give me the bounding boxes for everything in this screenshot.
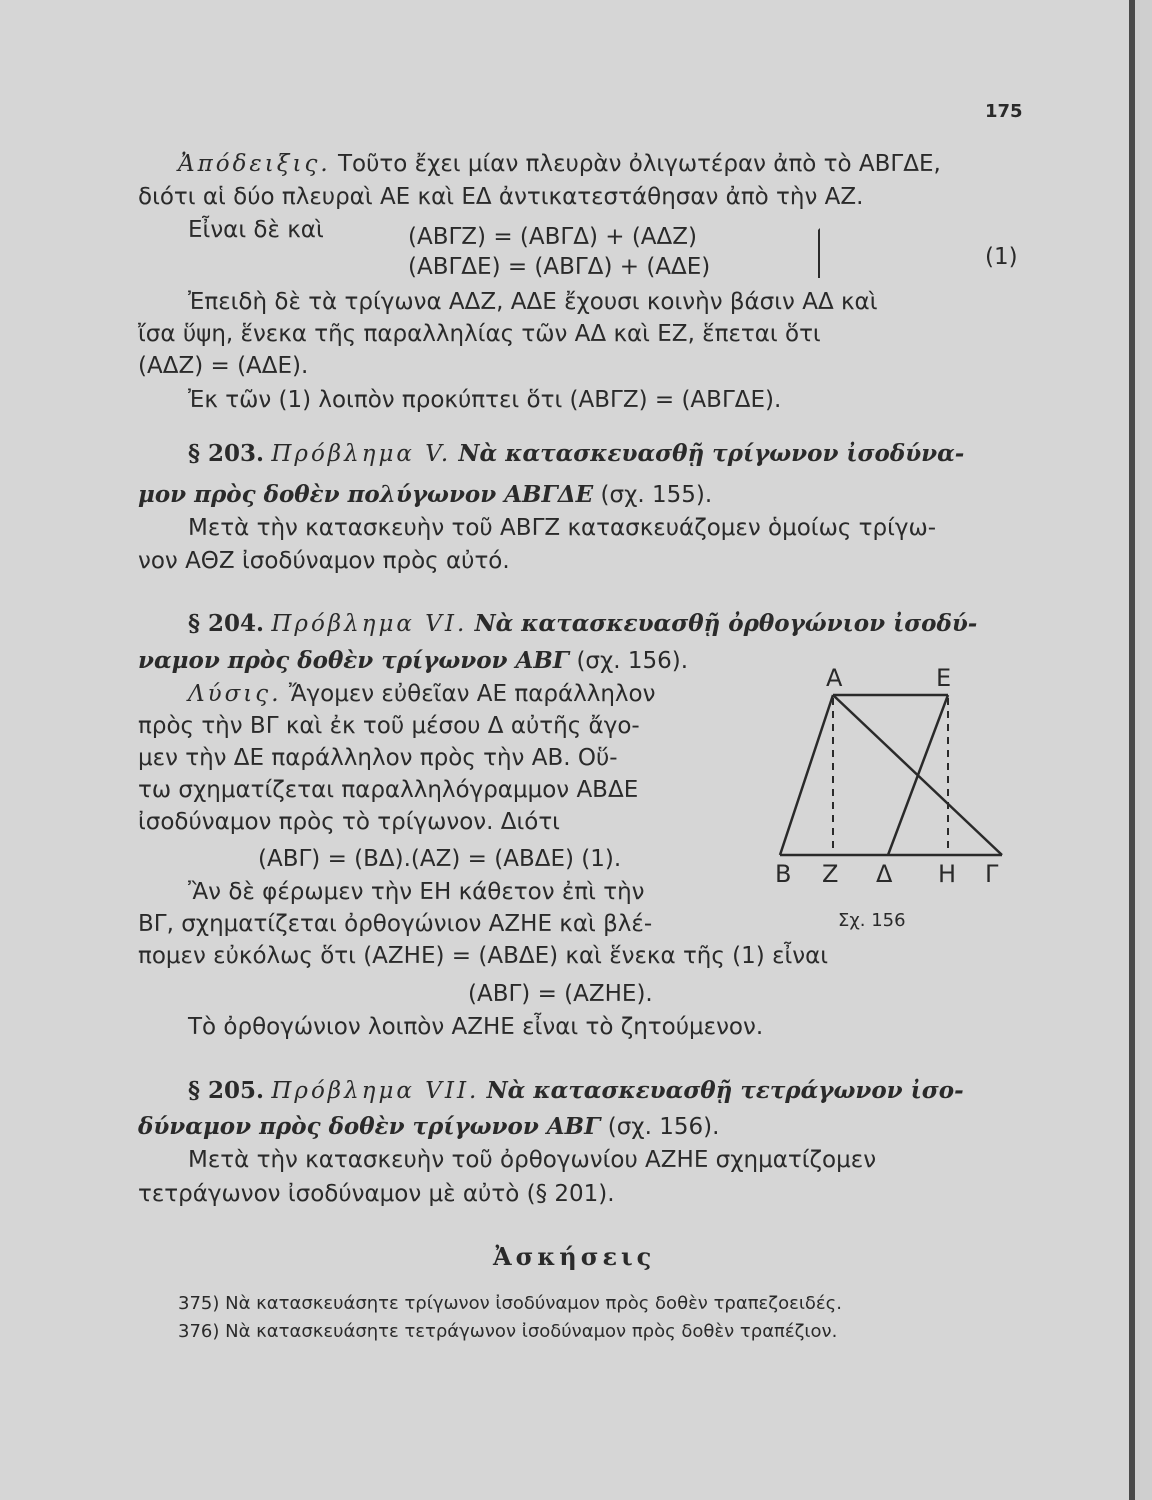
section-204-line-5: ἰσοδύναμον πρὸς τὸ τρίγωνον. Διότι (138, 809, 560, 835)
section-204-equation-2: (ΑΒΓ) = (ΑΖΗΕ). (468, 981, 653, 1007)
section-205-title-2: δύναμον πρὸς δοθὲν τρίγωνον ΑΒΓ (138, 1113, 601, 1140)
section-204-title-2: ναμον πρὸς δοθὲν τρίγωνον ΑΒΓ (138, 647, 570, 674)
section-204-solution-line-1 (188, 680, 655, 708)
section-204-heading (188, 610, 977, 638)
equation-intro: Εἶναι δὲ καὶ (188, 217, 324, 243)
section-204-line-6: Ἂν δὲ φέρωμεν τὴν ΕΗ κάθετον ἐπὶ τὴν (188, 879, 645, 905)
section-203-title-line-2 (138, 481, 712, 509)
fig-label-E: Ε (936, 664, 952, 692)
section-204-number: § 204. (188, 610, 265, 637)
section-205-ref: (σχ. 156). (607, 1114, 720, 1140)
exercises-heading: Ἀσκήσεις (493, 1242, 656, 1271)
proof-text-1: Τοῦτο ἔχει μίαν πλευρὰν ὀλιγωτέραν ἀπὸ τὸ ΑΒΓΔΕ, (337, 151, 941, 177)
section-204-line-3: μεν τὴν ΔΕ παράλληλον πρὸς τὴν ΑΒ. Οὕ- (138, 745, 618, 771)
equation-brace (808, 228, 820, 278)
section-205-label: Πρόβλημα VII. (271, 1078, 480, 1104)
fig-label-B: Β (775, 860, 792, 888)
section-204-line-4: τω σχηματίζεται παραλληλόγραμμον ΑΒΔΕ (138, 777, 639, 803)
section-205-body-1: Μετὰ τὴν κατασκευὴν τοῦ ὀρθογωνίου ΑΖΗΕ σχηματίζομεν (188, 1147, 877, 1173)
section-203-title-1: Νὰ κατασκευασθῇ τρίγωνον ἰσοδύνα- (458, 440, 965, 467)
solution-text-1: Ἄγομεν εὐθεῖαν ΑΕ παράλληλον (288, 681, 656, 707)
proof-para-2-line-1: Ἐπειδὴ δὲ τὰ τρίγωνα ΑΔΖ, ΑΔΕ ἔχουσι κοινὴν βάσιν ΑΔ καὶ (188, 289, 878, 315)
proof-para-2-line-3: (ΑΔΖ) = (ΑΔΕ). (138, 353, 309, 379)
section-204-line-8: πομεν εὐκόλως ὅτι (ΑΖΗΕ) = (ΑΒΔΕ) καὶ ἕνεκα τῆς (1) εἶναι (138, 943, 829, 969)
section-203-ref: (σχ. 155). (600, 482, 713, 508)
section-203-label: Πρόβλημα V. (271, 441, 452, 467)
proof-line-2: διότι αἱ δύο πλευραὶ ΑΕ καὶ ΕΔ ἀντικατεστάθησαν ἀπὸ τὴν ΑΖ. (138, 184, 864, 210)
solution-label: Λύσις. (188, 681, 282, 707)
section-203-heading (188, 440, 964, 468)
proof-label: Ἀπόδειξις. (178, 151, 331, 177)
section-204-line-2: πρὸς τὴν ΒΓ καὶ ἐκ τοῦ μέσου Δ αὐτῆς ἄγο- (138, 713, 640, 739)
section-204-line-7: ΒΓ, σχηματίζεται ὀρθογώνιον ΑΖΗΕ καὶ βλέ- (138, 911, 653, 937)
proof-conclusion: Ἐκ τῶν (1) λοιπὸν προκύπτει ὅτι (ΑΒΓΖ) = (ΑΒΓΔΕ). (188, 387, 782, 413)
section-205-title-line-2 (138, 1113, 719, 1141)
exercise-375: 375) Νὰ κατασκευάσητε τρίγωνον ἰσοδύναμον πρὸς δοθὲν τραπεζοειδές. (178, 1293, 842, 1314)
fig-label-Z: Ζ (822, 860, 839, 888)
section-203-number: § 203. (188, 440, 265, 467)
equation-1: (ΑΒΓΖ) = (ΑΒΓΔ) + (ΑΔΖ) (408, 224, 697, 250)
section-204-title-line-2 (138, 647, 688, 675)
equation-2: (ΑΒΓΔΕ) = (ΑΒΓΔ) + (ΑΔΕ) (408, 254, 711, 280)
page-number: 175 (985, 101, 1023, 122)
section-204-ref: (σχ. 156). (576, 648, 689, 674)
section-205-heading (188, 1077, 964, 1105)
section-204-label: Πρόβλημα VI. (271, 611, 468, 637)
section-204-title-1: Νὰ κατασκευασθῇ ὀρθογώνιον ἰσοδύ- (474, 610, 978, 637)
proof-line-1 (178, 150, 941, 178)
exercise-376: 376) Νὰ κατασκευάσητε τετράγωνον ἰσοδύναμον πρὸς δοθὲν τραπέζιον. (178, 1321, 838, 1342)
figure-156 (760, 660, 1030, 935)
fig-line-AG (833, 695, 1002, 855)
section-203-title-2: μον πρὸς δοθὲν πολύγωνον ΑΒΓΔΕ (138, 481, 594, 508)
figure-caption: Σχ. 156 (838, 910, 906, 931)
proof-para-2-line-2: ἴσα ὕψη, ἕνεκα τῆς παραλληλίας τῶν ΑΔ καὶ ΕΖ, ἕπεται ὅτι (138, 321, 821, 347)
section-203-body-2: νον ΑΘΖ ἰσοδύναμον πρὸς αὐτό. (138, 548, 510, 574)
section-205-title-1: Νὰ κατασκευασθῇ τετράγωνον ἰσο- (486, 1077, 964, 1104)
section-204-conclusion: Τὸ ὀρθογώνιον λοιπὸν ΑΖΗΕ εἶναι τὸ ζητούμενον. (188, 1014, 764, 1040)
section-204-equation: (ΑΒΓ) = (ΒΔ).(ΑΖ) = (ΑΒΔΕ) (1). (258, 846, 622, 872)
fig-label-A: Α (826, 664, 843, 692)
fig-label-H: Η (938, 860, 957, 888)
fig-label-D: Δ (876, 860, 893, 888)
section-203-body-1: Μετὰ τὴν κατασκευὴν τοῦ ΑΒΓΖ κατασκευάζομεν ὁμοίως τρίγω- (188, 515, 937, 541)
fig-line-AB (780, 695, 833, 855)
fig-label-G: Γ (985, 860, 999, 888)
section-205-number: § 205. (188, 1077, 265, 1104)
equation-tag: (1) (985, 244, 1018, 270)
section-205-body-2: τετράγωνον ἰσοδύναμον μὲ αὐτὸ (§ 201). (138, 1181, 615, 1207)
